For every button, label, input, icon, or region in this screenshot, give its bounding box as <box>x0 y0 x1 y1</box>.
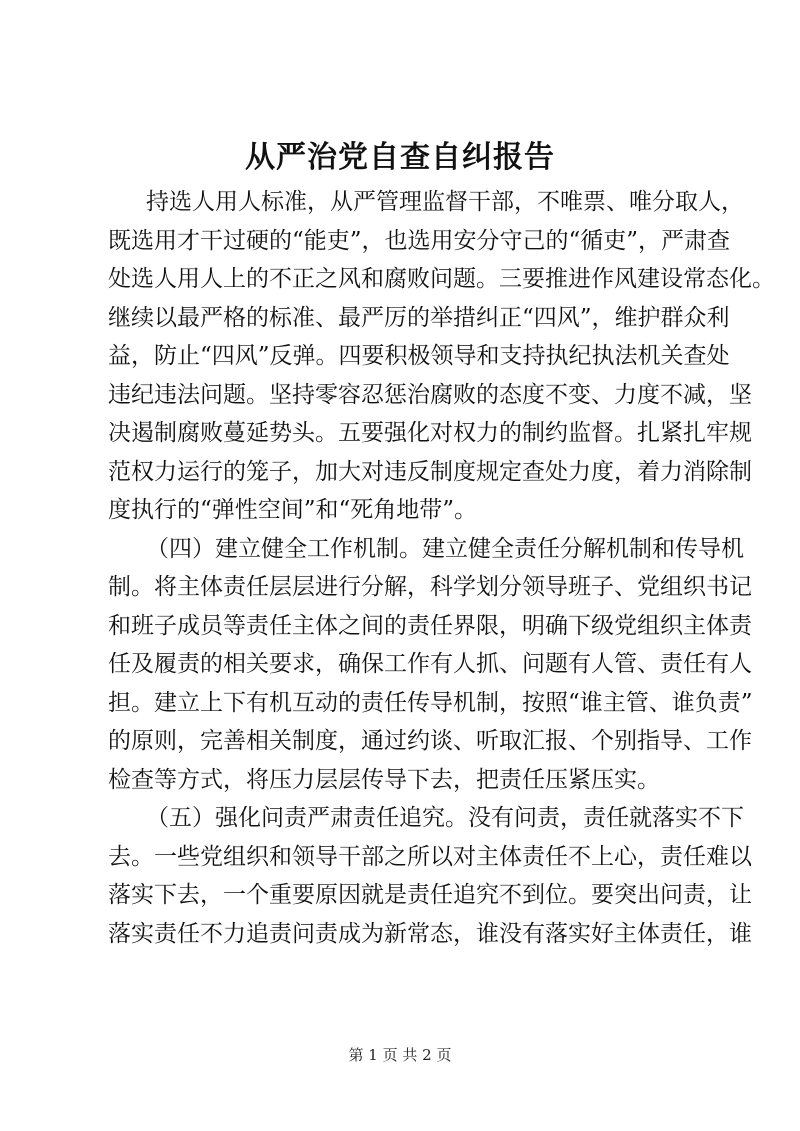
paragraph <box>108 799 752 953</box>
text-line: 处选人用人上的不正之风和腐败问题。三要推进作风建设常态化。 <box>108 266 775 292</box>
page-footer: 第 1 页 共 2 页 <box>348 1046 452 1064</box>
text-line: 去。一些党组织和领导干部之所以对主体责任不上心，责任难以 <box>108 843 752 870</box>
text-line: 的原则，完善相关制度，通过约谈、听取汇报、个别指导、工作 <box>108 728 752 754</box>
text-line: 落实下去，一个重要原因就是责任追究不到位。要突出问责，让 <box>108 882 752 908</box>
text-line: 范权力运行的笼子，加大对违反制度规定查处力度，着力消除制 <box>108 458 752 485</box>
text-line: （五）强化问责严肃责任追究。没有问责，责任就落实不下 <box>146 805 744 831</box>
document-title: 从严治党自查自纠报告 <box>245 140 555 175</box>
text-line: 度执行的“弹性空间”和“死角地带”。 <box>108 497 478 523</box>
text-line: 制。将主体责任层层进行分解，科学划分领导班子、党组织书记 <box>108 574 752 600</box>
text-line: 持选人用人标准，从严管理监督干部，不唯票、唯分取人， <box>146 189 744 215</box>
text-line: 担。建立上下有机互动的责任传导机制，按照“谁主管、谁负责” <box>108 689 753 716</box>
paragraph <box>108 530 753 800</box>
text-line: 检查等方式，将压力层层传导下去，把责任压紧压实。 <box>108 766 660 793</box>
text-line: 违纪违法问题。坚持零容忍惩治腐败的态度不变、力度不减，坚 <box>108 381 752 408</box>
text-line: 既选用才干过硬的“能吏”，也选用安分守己的“循吏”，严肃查 <box>108 227 731 254</box>
text-line: 落实责任不力追责问责成为新常态，谁没有落实好主体责任，谁 <box>108 920 752 947</box>
text-line: 继续以最严格的标准、最严厉的举措纠正“四风”，维护群众利 <box>108 304 730 331</box>
paragraph <box>108 183 775 530</box>
document-body <box>108 183 775 953</box>
text-line: 决遏制腐败蔓延势头。五要强化对权力的制约监督。扎紧扎牢规 <box>108 420 752 446</box>
text-line: （四）建立健全工作机制。建立健全责任分解机制和传导机 <box>146 535 744 562</box>
text-line: 和班子成员等责任主体之间的责任界限，明确下级党组织主体责 <box>108 612 752 639</box>
text-line: 益，防止“四风”反弹。四要积极领导和支持执纪执法机关查处 <box>108 343 730 369</box>
text-line: 任及履责的相关要求，确保工作有人抓、问题有人管、责任有人 <box>108 651 752 677</box>
